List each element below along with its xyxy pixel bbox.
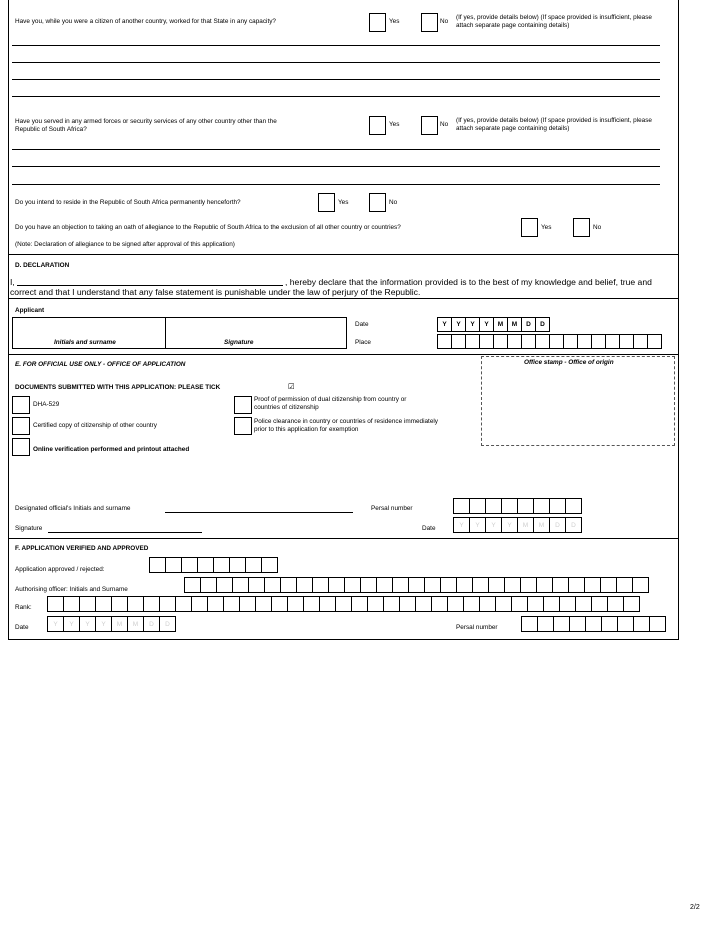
yes-label: Yes bbox=[338, 199, 349, 206]
persal-cell[interactable] bbox=[617, 616, 634, 632]
rank-cell[interactable] bbox=[607, 596, 624, 612]
section-divider bbox=[8, 354, 679, 355]
declaration-date-cells[interactable] bbox=[437, 317, 549, 332]
declaration-underline bbox=[8, 298, 679, 299]
date-cell[interactable]: D bbox=[565, 517, 582, 533]
official-date-cells[interactable] bbox=[453, 517, 581, 533]
persal-cell[interactable] bbox=[553, 616, 570, 632]
rank-cell[interactable] bbox=[127, 596, 144, 612]
declaration-text: , hereby declare that the information provided is to the best of my knowledge and belief, true and bbox=[285, 277, 652, 287]
police-clearance-label-2: prior to this application for exemption bbox=[254, 426, 359, 433]
place-label: Place bbox=[355, 339, 371, 346]
details-line-2[interactable] bbox=[12, 166, 660, 167]
authorising-officer-cell[interactable] bbox=[408, 577, 425, 593]
place-cell[interactable] bbox=[507, 334, 522, 349]
rank-cell[interactable] bbox=[111, 596, 128, 612]
date-cell[interactable]: M bbox=[533, 517, 550, 533]
question-text: Do you intend to reside in the Republic of South Africa permanently henceforth? bbox=[15, 199, 241, 206]
declarant-name-line[interactable] bbox=[17, 285, 283, 286]
signature-label: Signature bbox=[224, 339, 254, 346]
date-label: Date bbox=[355, 321, 369, 328]
approved-cell[interactable] bbox=[245, 557, 262, 573]
yes-checkbox[interactable] bbox=[521, 218, 538, 237]
rank-cell[interactable] bbox=[79, 596, 96, 612]
date-cell[interactable]: Y bbox=[79, 616, 96, 632]
police-clearance-checkbox[interactable] bbox=[234, 417, 252, 435]
place-cells[interactable] bbox=[437, 334, 661, 349]
question-text: Have you, while you were a citizen of another country, worked for that State in any capacity? bbox=[15, 18, 276, 25]
office-stamp-box[interactable] bbox=[481, 356, 675, 446]
authorising-officer-cell[interactable] bbox=[520, 577, 537, 593]
details-line-4[interactable] bbox=[12, 96, 660, 97]
signature-label: Signature bbox=[15, 525, 43, 532]
date-cell[interactable]: D bbox=[143, 616, 160, 632]
place-cell[interactable] bbox=[605, 334, 620, 349]
rank-label: Rank: bbox=[15, 604, 32, 611]
authorising-officer-cell[interactable] bbox=[376, 577, 393, 593]
place-cell[interactable] bbox=[521, 334, 536, 349]
dha-529-checkbox[interactable] bbox=[12, 396, 30, 414]
dha-529-label: DHA-529 bbox=[33, 401, 60, 408]
rank-cell[interactable] bbox=[543, 596, 560, 612]
persal-cell[interactable] bbox=[533, 498, 550, 514]
date-cell[interactable]: Y bbox=[479, 317, 494, 332]
details-line-3[interactable] bbox=[12, 184, 660, 185]
date-cell[interactable]: D bbox=[535, 317, 550, 332]
authorising-officer-cell[interactable] bbox=[440, 577, 457, 593]
authorising-officer-cell[interactable] bbox=[456, 577, 473, 593]
rank-cell[interactable] bbox=[495, 596, 512, 612]
details-note: (If yes, provide details below) (If space provided is insufficient, please bbox=[456, 117, 652, 124]
no-checkbox[interactable] bbox=[573, 218, 590, 237]
authorising-officer-cell[interactable] bbox=[472, 577, 489, 593]
date-cell[interactable]: Y bbox=[453, 517, 470, 533]
authorising-officer-label: Authorising officer: Initials and Surname bbox=[15, 586, 128, 593]
authorising-officer-cell[interactable] bbox=[504, 577, 521, 593]
authorising-officer-cell[interactable] bbox=[392, 577, 409, 593]
date-cell[interactable]: M bbox=[517, 517, 534, 533]
authorising-officer-cell[interactable] bbox=[632, 577, 649, 593]
rank-cell[interactable] bbox=[223, 596, 240, 612]
yes-label: Yes bbox=[389, 18, 400, 25]
authorising-officer-cell[interactable] bbox=[488, 577, 505, 593]
authorising-officer-cell[interactable] bbox=[216, 577, 233, 593]
details-note-2: attach separate page containing details) bbox=[456, 125, 570, 132]
authorising-officer-cells[interactable] bbox=[184, 577, 648, 593]
place-cell[interactable] bbox=[465, 334, 480, 349]
office-stamp-label: Office stamp - Office of origin bbox=[524, 359, 614, 366]
no-checkbox[interactable] bbox=[421, 13, 438, 32]
persal-cell[interactable] bbox=[453, 498, 470, 514]
persal-cell[interactable] bbox=[537, 616, 554, 632]
no-checkbox[interactable] bbox=[369, 193, 386, 212]
rank-cell[interactable] bbox=[479, 596, 496, 612]
date-cell[interactable]: Y bbox=[485, 517, 502, 533]
date-cell[interactable]: Y bbox=[95, 616, 112, 632]
details-note: (If yes, provide details below) (If space provided is insufficient, please bbox=[456, 14, 652, 21]
authorising-officer-cell[interactable] bbox=[536, 577, 553, 593]
online-verification-checkbox[interactable] bbox=[12, 438, 30, 456]
authorising-officer-cell[interactable] bbox=[312, 577, 329, 593]
place-cell[interactable] bbox=[633, 334, 648, 349]
rank-cell[interactable] bbox=[319, 596, 336, 612]
place-cell[interactable] bbox=[479, 334, 494, 349]
applicant-box-divider bbox=[165, 317, 166, 349]
place-cell[interactable] bbox=[591, 334, 606, 349]
approved-cell[interactable] bbox=[261, 557, 278, 573]
persal-cell[interactable] bbox=[649, 616, 666, 632]
oath-note: (Note: Declaration of allegiance to be signed after approval of this application) bbox=[15, 241, 235, 248]
date-cell[interactable]: Y bbox=[451, 317, 466, 332]
no-checkbox[interactable] bbox=[421, 116, 438, 135]
rank-cell[interactable] bbox=[623, 596, 640, 612]
authorising-officer-cell[interactable] bbox=[568, 577, 585, 593]
date-cell[interactable]: D bbox=[549, 517, 566, 533]
declaration-prefix: I, bbox=[10, 277, 15, 287]
rank-cell[interactable] bbox=[335, 596, 352, 612]
date-cell[interactable]: M bbox=[127, 616, 144, 632]
place-cell[interactable] bbox=[535, 334, 550, 349]
place-cell[interactable] bbox=[647, 334, 662, 349]
approval-persal-cells[interactable] bbox=[521, 616, 665, 632]
date-cell[interactable]: D bbox=[159, 616, 176, 632]
rank-cell[interactable] bbox=[159, 596, 176, 612]
initials-surname-label: Initials and surname bbox=[54, 339, 116, 346]
persal-cell[interactable] bbox=[585, 616, 602, 632]
approved-rejected-label: Application approved / rejected: bbox=[15, 566, 105, 573]
approved-cell[interactable] bbox=[213, 557, 230, 573]
rank-cell[interactable] bbox=[143, 596, 160, 612]
details-line-1[interactable] bbox=[12, 149, 660, 150]
no-label: No bbox=[593, 224, 602, 231]
persal-number-label: Persal number bbox=[371, 505, 413, 512]
place-cell[interactable] bbox=[549, 334, 564, 349]
authorising-officer-cell[interactable] bbox=[600, 577, 617, 593]
details-note-2: attach separate page containing details) bbox=[456, 22, 570, 29]
right-border bbox=[678, 0, 679, 639]
date-cell[interactable]: Y bbox=[437, 317, 452, 332]
rank-cell[interactable] bbox=[95, 596, 112, 612]
rank-cell[interactable] bbox=[367, 596, 384, 612]
yes-label: Yes bbox=[389, 121, 400, 128]
rank-cell[interactable] bbox=[287, 596, 304, 612]
declaration-heading: D. DECLARATION bbox=[15, 262, 70, 269]
rank-cell[interactable] bbox=[63, 596, 80, 612]
rank-cell[interactable] bbox=[415, 596, 432, 612]
rank-cell[interactable] bbox=[511, 596, 528, 612]
persal-cell[interactable] bbox=[469, 498, 486, 514]
date-cell[interactable]: Y bbox=[63, 616, 80, 632]
persal-cell[interactable] bbox=[601, 616, 618, 632]
authorising-officer-cell[interactable] bbox=[616, 577, 633, 593]
details-line-2[interactable] bbox=[12, 62, 660, 63]
rank-cell[interactable] bbox=[591, 596, 608, 612]
no-label: No bbox=[440, 18, 449, 25]
declaration-text-2: correct and that I understand that any false statement is punishable under the law of perjury of the Republic. bbox=[10, 287, 421, 297]
persal-cell[interactable] bbox=[485, 498, 502, 514]
place-cell[interactable] bbox=[451, 334, 466, 349]
approval-heading: F. APPLICATION VERIFIED AND APPROVED bbox=[15, 545, 149, 552]
authorising-officer-cell[interactable] bbox=[552, 577, 569, 593]
question-text: Have you served in any armed forces or security services of any other country other than the bbox=[15, 118, 277, 125]
persal-cell[interactable] bbox=[549, 498, 566, 514]
authorising-officer-cell[interactable] bbox=[248, 577, 265, 593]
rank-cell[interactable] bbox=[399, 596, 416, 612]
authorising-officer-cell[interactable] bbox=[280, 577, 297, 593]
approved-cell[interactable] bbox=[229, 557, 246, 573]
date-label: Date bbox=[422, 525, 436, 532]
official-heading: E. FOR OFFICIAL USE ONLY - OFFICE OF APPLICATION bbox=[15, 361, 186, 368]
bottom-border bbox=[8, 639, 679, 640]
designated-official-label: Designated official's Initials and surname bbox=[15, 505, 131, 512]
persal-cell[interactable] bbox=[501, 498, 518, 514]
no-label: No bbox=[389, 199, 398, 206]
details-line-3[interactable] bbox=[12, 79, 660, 80]
authorising-officer-cell[interactable] bbox=[200, 577, 217, 593]
tick-icon: ☑ bbox=[288, 382, 295, 391]
rank-cell[interactable] bbox=[47, 596, 64, 612]
date-cell[interactable]: Y bbox=[47, 616, 64, 632]
date-cell[interactable]: Y bbox=[501, 517, 518, 533]
date-label: Date bbox=[15, 624, 29, 631]
persal-cell[interactable] bbox=[565, 498, 582, 514]
designated-official-line[interactable] bbox=[165, 512, 353, 513]
rank-cell[interactable] bbox=[559, 596, 576, 612]
authorising-officer-cell[interactable] bbox=[328, 577, 345, 593]
date-cell[interactable]: Y bbox=[465, 317, 480, 332]
approval-date-cells[interactable] bbox=[47, 616, 175, 632]
persal-cell[interactable] bbox=[517, 498, 534, 514]
rank-cell[interactable] bbox=[447, 596, 464, 612]
place-cell[interactable] bbox=[619, 334, 634, 349]
place-cell[interactable] bbox=[577, 334, 592, 349]
police-clearance-label: Police clearance in country or countries of residence immediately bbox=[254, 418, 438, 425]
proof-permission-checkbox[interactable] bbox=[234, 396, 252, 414]
rank-cell[interactable] bbox=[351, 596, 368, 612]
approved-cells[interactable] bbox=[149, 557, 277, 573]
proof-permission-label-2: countries of citizenship bbox=[254, 404, 319, 411]
date-cell[interactable]: M bbox=[111, 616, 128, 632]
rank-cell[interactable] bbox=[527, 596, 544, 612]
authorising-officer-cell[interactable] bbox=[424, 577, 441, 593]
place-cell[interactable] bbox=[493, 334, 508, 349]
margin-tick bbox=[8, 330, 9, 342]
certified-copy-label: Certified copy of citizenship of other country bbox=[33, 422, 157, 429]
authorising-officer-cell[interactable] bbox=[360, 577, 377, 593]
question-text: Do you have an objection to taking an oath of allegiance to the Republic of South Africa to the exclusion of all other country or countries? bbox=[15, 224, 401, 231]
section-divider bbox=[8, 538, 679, 539]
persal-cell[interactable] bbox=[521, 616, 538, 632]
rank-cell[interactable] bbox=[431, 596, 448, 612]
approved-cell[interactable] bbox=[181, 557, 198, 573]
place-cell[interactable] bbox=[437, 334, 452, 349]
authorising-officer-cell[interactable] bbox=[184, 577, 201, 593]
place-cell[interactable] bbox=[563, 334, 578, 349]
rank-cell[interactable] bbox=[575, 596, 592, 612]
section-divider bbox=[8, 254, 679, 255]
authorising-officer-cell[interactable] bbox=[232, 577, 249, 593]
yes-checkbox[interactable] bbox=[318, 193, 335, 212]
rank-cell[interactable] bbox=[255, 596, 272, 612]
persal-cell[interactable] bbox=[569, 616, 586, 632]
date-cell[interactable]: M bbox=[507, 317, 522, 332]
authorising-officer-cell[interactable] bbox=[584, 577, 601, 593]
applicant-label: Applicant bbox=[15, 307, 45, 314]
yes-checkbox[interactable] bbox=[369, 116, 386, 135]
left-border bbox=[8, 0, 9, 639]
rank-cell[interactable] bbox=[207, 596, 224, 612]
persal-cell[interactable] bbox=[633, 616, 650, 632]
rank-cell[interactable] bbox=[191, 596, 208, 612]
certified-copy-checkbox[interactable] bbox=[12, 417, 30, 435]
approved-cell[interactable] bbox=[197, 557, 214, 573]
rank-cell[interactable] bbox=[239, 596, 256, 612]
page-number: 2/2 bbox=[690, 904, 700, 911]
rank-cell[interactable] bbox=[383, 596, 400, 612]
persal-number-label: Persal number bbox=[456, 624, 498, 631]
date-cell[interactable]: M bbox=[493, 317, 508, 332]
date-cell[interactable]: Y bbox=[469, 517, 486, 533]
question-text-2: Republic of South Africa? bbox=[15, 126, 87, 133]
yes-label: Yes bbox=[541, 224, 552, 231]
yes-checkbox[interactable] bbox=[369, 13, 386, 32]
authorising-officer-cell[interactable] bbox=[264, 577, 281, 593]
online-verification-label: Online verification performed and printout attached bbox=[33, 446, 190, 453]
rank-cell[interactable] bbox=[271, 596, 288, 612]
documents-heading: DOCUMENTS SUBMITTED WITH THIS APPLICATION: PLEASE TICK bbox=[15, 384, 221, 391]
authorising-officer-cell[interactable] bbox=[344, 577, 361, 593]
rank-cell[interactable] bbox=[463, 596, 480, 612]
persal-number-cells[interactable] bbox=[453, 498, 581, 514]
rank-cell[interactable] bbox=[175, 596, 192, 612]
proof-permission-label: Proof of permission of dual citizenship from country or bbox=[254, 396, 407, 403]
rank-cell[interactable] bbox=[303, 596, 320, 612]
signature-line[interactable] bbox=[48, 532, 202, 533]
date-cell[interactable]: D bbox=[521, 317, 536, 332]
details-line-1[interactable] bbox=[12, 45, 660, 46]
approved-cell[interactable] bbox=[165, 557, 182, 573]
no-label: No bbox=[440, 121, 449, 128]
authorising-officer-cell[interactable] bbox=[296, 577, 313, 593]
rank-cells[interactable] bbox=[47, 596, 639, 612]
approved-cell[interactable] bbox=[149, 557, 166, 573]
